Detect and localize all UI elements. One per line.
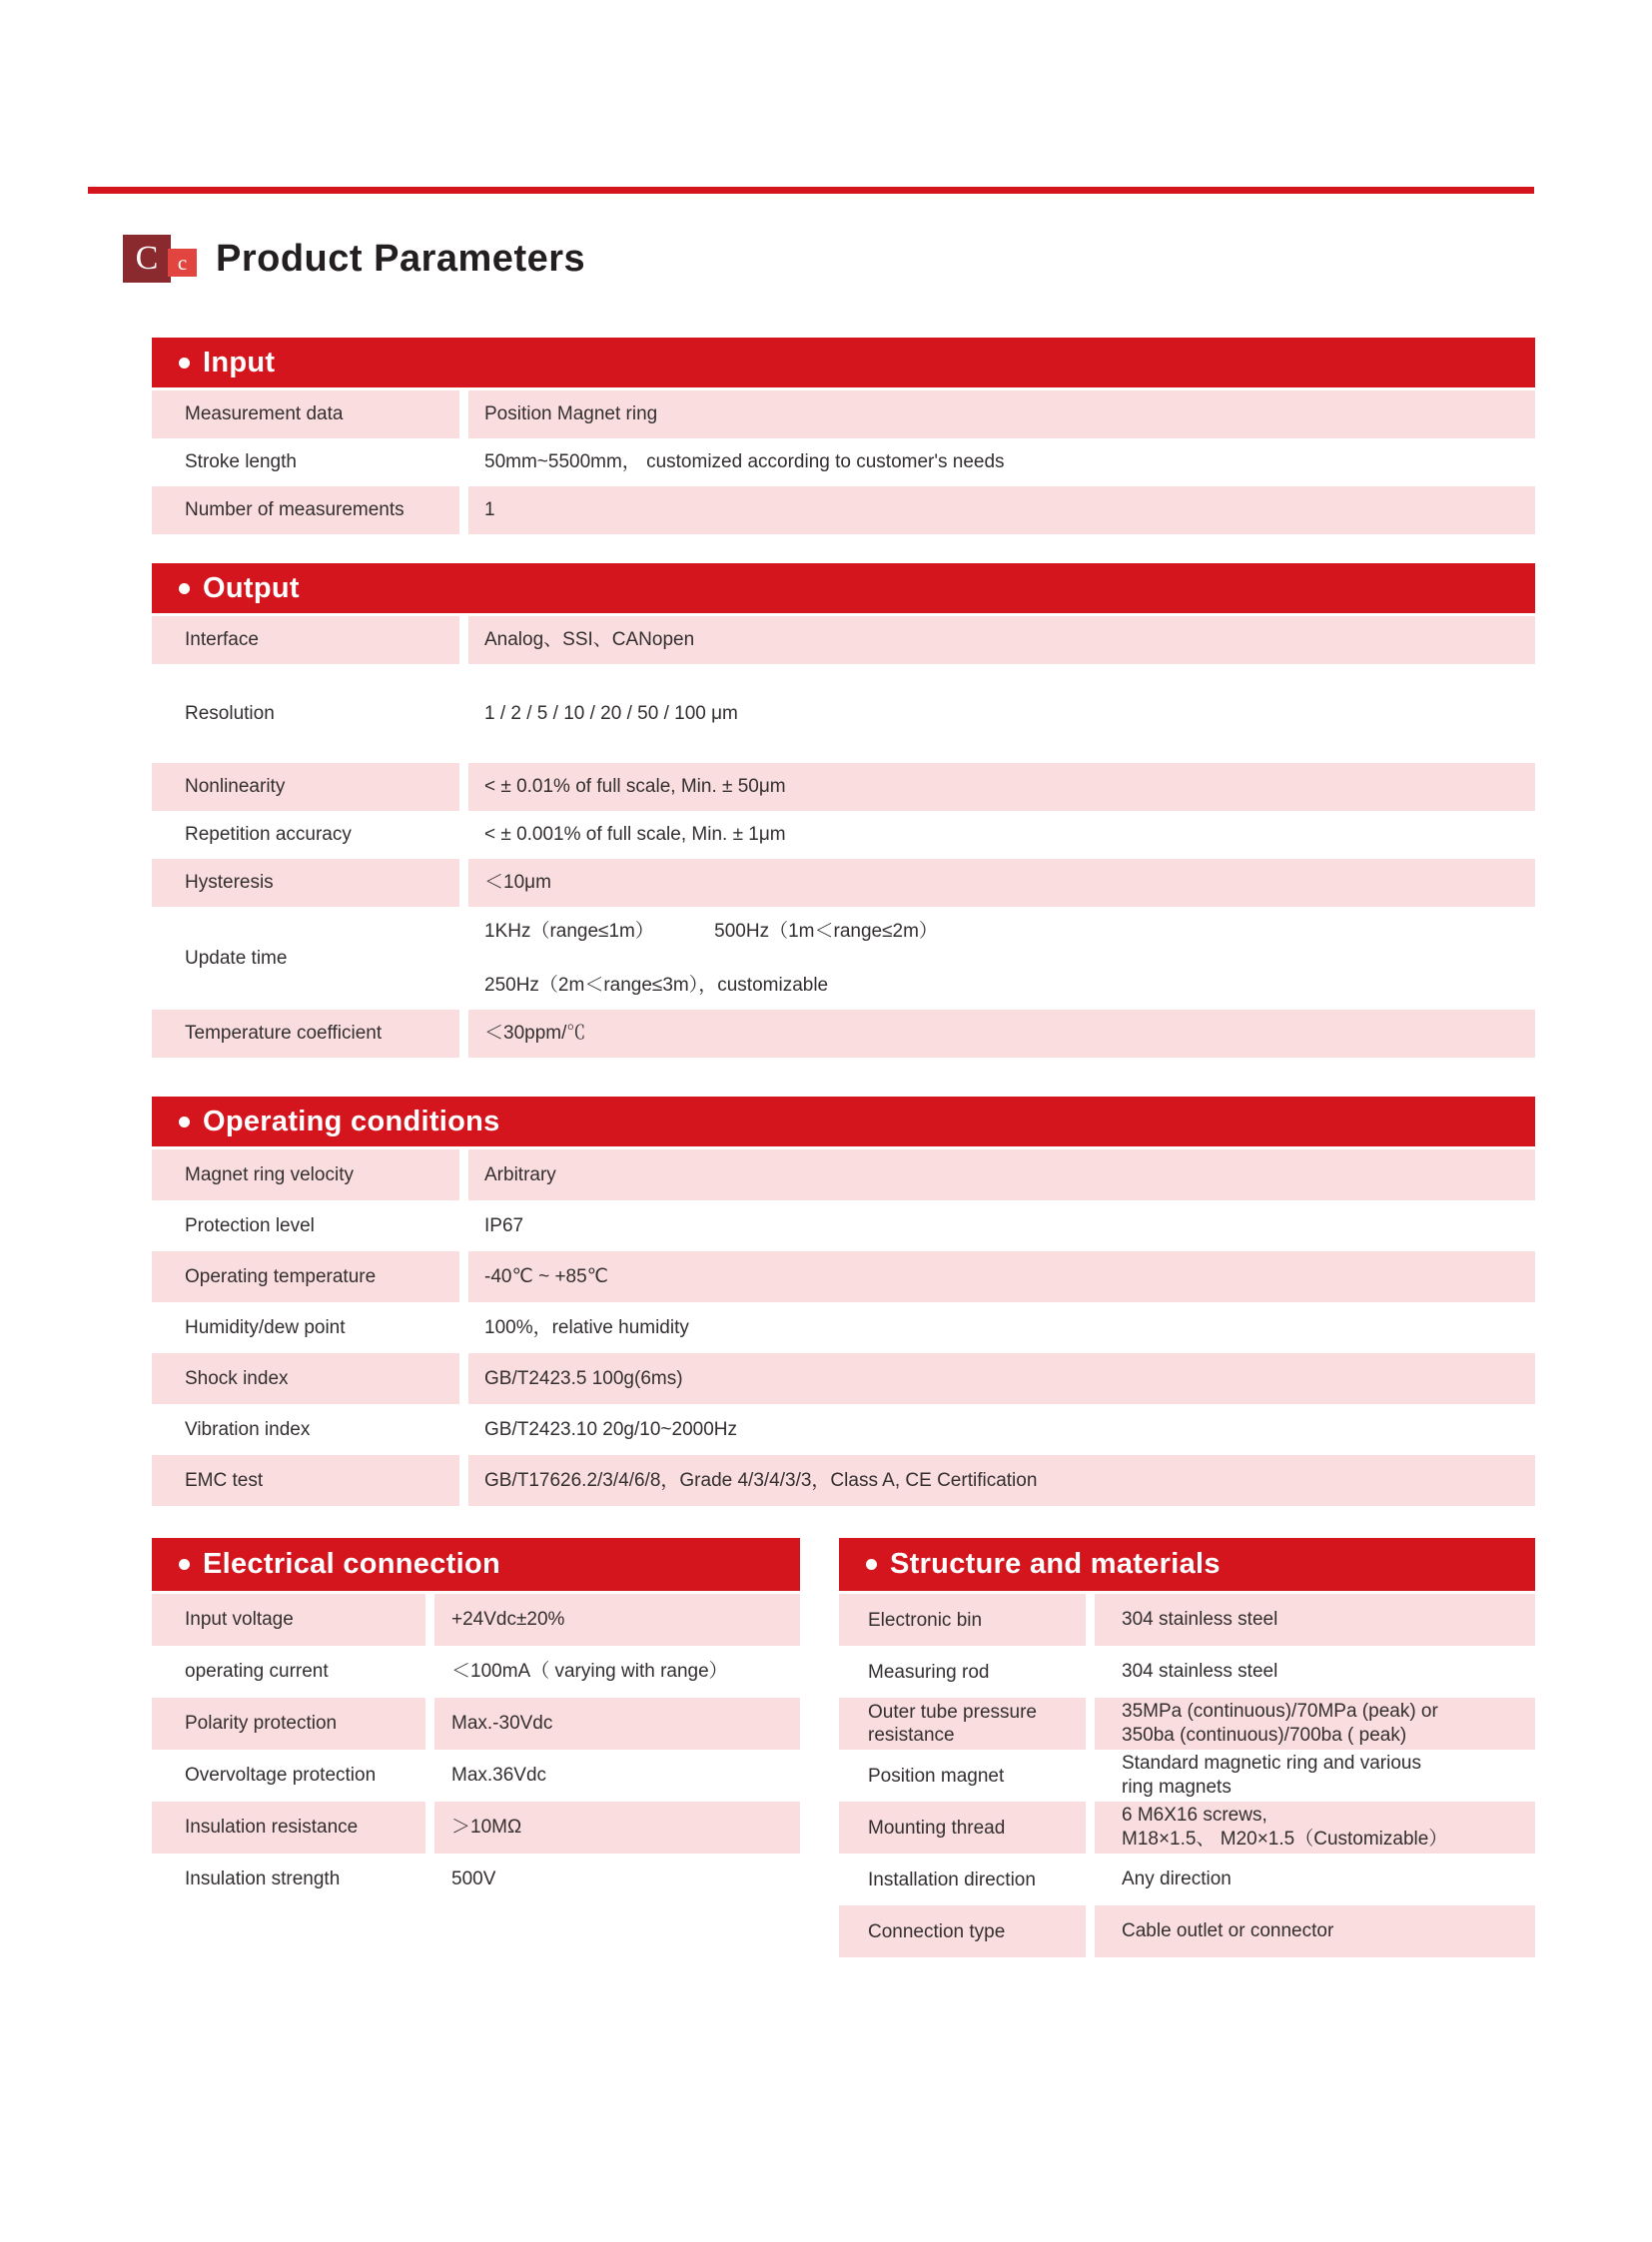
value-line1: Standard magnetic ring and various <box>1122 1753 1421 1774</box>
row-value: GB/T17626.2/3/4/6/8，Grade 4/3/4/3/3，Class A, CE Certification <box>468 1455 1535 1506</box>
row-label: Hysteresis <box>152 859 459 907</box>
table-row <box>152 1802 800 1854</box>
table-row <box>152 1200 1535 1251</box>
row-value: Max.-30Vdc <box>434 1698 800 1750</box>
table-row <box>152 616 1535 664</box>
value-line1: 6 M6X16 screws, <box>1122 1805 1267 1826</box>
row-label: Interface <box>152 616 459 664</box>
table-row <box>152 1010 1535 1058</box>
row-value: ＜10μm <box>468 859 1535 907</box>
row-label: Vibration index <box>185 1418 311 1440</box>
bottom-columns <box>152 1538 1535 1957</box>
row-value: 304 stainless steel <box>1122 1661 1278 1682</box>
row-value: GB/T2423.5 100g(6ms) <box>468 1353 1535 1404</box>
row-value: 500V <box>451 1868 496 1889</box>
row-label: Nonlinearity <box>152 763 459 811</box>
electrical-table <box>152 1594 800 1905</box>
table-row <box>152 811 1535 859</box>
page-title: Product Parameters <box>216 238 586 280</box>
table-row <box>152 486 1535 534</box>
update-time-value-2: 500Hz（1m＜range≤2m） <box>714 920 938 942</box>
table-row <box>839 1698 1535 1750</box>
update-time-value-1: 1KHz（range≤1m） <box>484 920 654 942</box>
row-label: Position magnet <box>868 1765 1005 1787</box>
row-value: ＜100mA（ varying with range） <box>451 1661 728 1682</box>
section-title: Input <box>203 346 276 378</box>
section-electrical-connection <box>152 1538 800 1957</box>
section-bullet-icon <box>866 1559 877 1570</box>
section-title: Output <box>203 571 300 604</box>
section-title: Structure and materials <box>890 1548 1221 1580</box>
table-row <box>152 1149 1535 1200</box>
row-label: Protection level <box>185 1214 315 1236</box>
row-label: Connection type <box>839 1905 1086 1957</box>
table-row <box>152 763 1535 811</box>
table-row <box>152 1353 1535 1404</box>
row-label: Shock index <box>152 1353 459 1404</box>
table-row <box>152 907 1535 1010</box>
row-label: Operating temperature <box>152 1251 459 1302</box>
row-label: Installation direction <box>868 1868 1036 1890</box>
row-value: ＞10MΩ <box>434 1802 800 1854</box>
table-row <box>152 1698 800 1750</box>
value-line2: M18×1.5、 M20×1.5（Customizable） <box>1122 1829 1448 1850</box>
row-label: Electronic bin <box>839 1594 1086 1646</box>
row-label: Stroke length <box>185 451 297 472</box>
row-label: Magnet ring velocity <box>152 1149 459 1200</box>
row-value: Max.36Vdc <box>451 1765 547 1786</box>
table-row <box>152 390 1535 438</box>
page-header <box>123 235 585 283</box>
brand-icon-small: c <box>168 249 197 277</box>
row-value: 304 stainless steel <box>1095 1594 1535 1646</box>
input-table <box>152 390 1535 534</box>
table-row <box>839 1802 1535 1854</box>
row-label: Insulation strength <box>185 1868 341 1889</box>
row-value: Cable outlet or connector <box>1095 1905 1535 1957</box>
row-label: Number of measurements <box>152 486 459 534</box>
value-line2: ring magnets <box>1122 1777 1232 1798</box>
value-line2: 350ba (continuous)/700ba ( peak) <box>1122 1725 1407 1746</box>
structure-table <box>839 1594 1535 1957</box>
row-value: IP67 <box>484 1214 524 1236</box>
output-table <box>152 616 1535 1058</box>
table-row <box>152 1750 800 1802</box>
row-label: Overvoltage protection <box>185 1765 377 1786</box>
table-row <box>152 1594 800 1646</box>
row-value: < ± 0.01% of full scale, Min. ± 50μm <box>468 763 1535 811</box>
operating-table <box>152 1149 1535 1506</box>
row-value <box>468 907 1535 1010</box>
section-operating-conditions <box>152 1097 1535 1506</box>
update-time-line1 <box>484 919 1535 945</box>
section-input <box>152 338 1535 534</box>
row-value: Position Magnet ring <box>468 390 1535 438</box>
section-header-structure <box>839 1538 1535 1591</box>
row-value: -40℃ ~ +85℃ <box>468 1251 1535 1302</box>
section-header-operating <box>152 1097 1535 1146</box>
table-row <box>152 1646 800 1698</box>
section-bullet-icon <box>179 583 190 594</box>
row-value: < ± 0.001% of full scale, Min. ± 1μm <box>484 824 786 845</box>
row-label: Polarity protection <box>152 1698 425 1750</box>
row-value: 1 / 2 / 5 / 10 / 20 / 50 / 100 μm <box>484 702 738 724</box>
row-label: Temperature coefficient <box>152 1010 459 1058</box>
row-value: GB/T2423.10 20g/10~2000Hz <box>484 1418 737 1440</box>
table-row <box>152 1302 1535 1353</box>
row-value: 50mm~5500mm， customized according to customer's needs <box>484 451 1005 472</box>
section-structure-materials <box>839 1538 1535 1957</box>
value-line1: 35MPa (continuous)/70MPa (peak) or <box>1122 1701 1438 1722</box>
table-row <box>839 1854 1535 1905</box>
table-row <box>839 1594 1535 1646</box>
section-header-input <box>152 338 1535 387</box>
row-label: Humidity/dew point <box>185 1316 346 1338</box>
row-label: Update time <box>185 947 288 969</box>
top-divider <box>88 187 1534 194</box>
section-header-electrical <box>152 1538 800 1591</box>
table-row <box>152 1404 1535 1455</box>
table-row <box>152 859 1535 907</box>
row-label: Input voltage <box>152 1594 425 1646</box>
section-bullet-icon <box>179 1117 190 1127</box>
row-value: 1 <box>468 486 1535 534</box>
table-row <box>839 1750 1535 1802</box>
section-bullet-icon <box>179 1559 190 1570</box>
row-label: Measuring rod <box>868 1661 990 1683</box>
row-label: Resolution <box>185 702 275 724</box>
row-value <box>1095 1802 1535 1854</box>
row-label: Repetition accuracy <box>185 824 352 845</box>
brand-icon-large: C <box>123 235 171 283</box>
row-label: operating current <box>185 1661 329 1682</box>
row-value <box>1095 1750 1535 1802</box>
row-value: 100%，relative humidity <box>484 1316 689 1338</box>
row-value: Arbitrary <box>468 1149 1535 1200</box>
row-label: EMC test <box>152 1455 459 1506</box>
row-value: ＜30ppm/℃ <box>468 1010 1535 1058</box>
row-label: Outer tube pressure resistance <box>839 1698 1086 1750</box>
section-header-output <box>152 563 1535 613</box>
table-row <box>152 1251 1535 1302</box>
table-row <box>839 1646 1535 1698</box>
section-title: Operating conditions <box>203 1105 500 1137</box>
section-output <box>152 563 1535 1058</box>
main-content <box>152 338 1535 1957</box>
row-value: Any direction <box>1122 1868 1232 1889</box>
table-row <box>152 438 1535 486</box>
update-time-line2: 250Hz（2m＜range≤3m），customizable <box>484 974 829 996</box>
row-label: Mounting thread <box>839 1802 1086 1854</box>
table-row <box>152 664 1535 763</box>
row-value <box>1095 1698 1535 1750</box>
table-row <box>152 1854 800 1905</box>
section-title: Electrical connection <box>203 1548 500 1580</box>
section-bullet-icon <box>179 358 190 369</box>
row-value: +24Vdc±20% <box>434 1594 800 1646</box>
table-row <box>152 1455 1535 1506</box>
row-label: Insulation resistance <box>152 1802 425 1854</box>
table-row <box>839 1905 1535 1957</box>
row-value: Analog、SSI、CANopen <box>468 616 1535 664</box>
row-label: Measurement data <box>152 390 459 438</box>
